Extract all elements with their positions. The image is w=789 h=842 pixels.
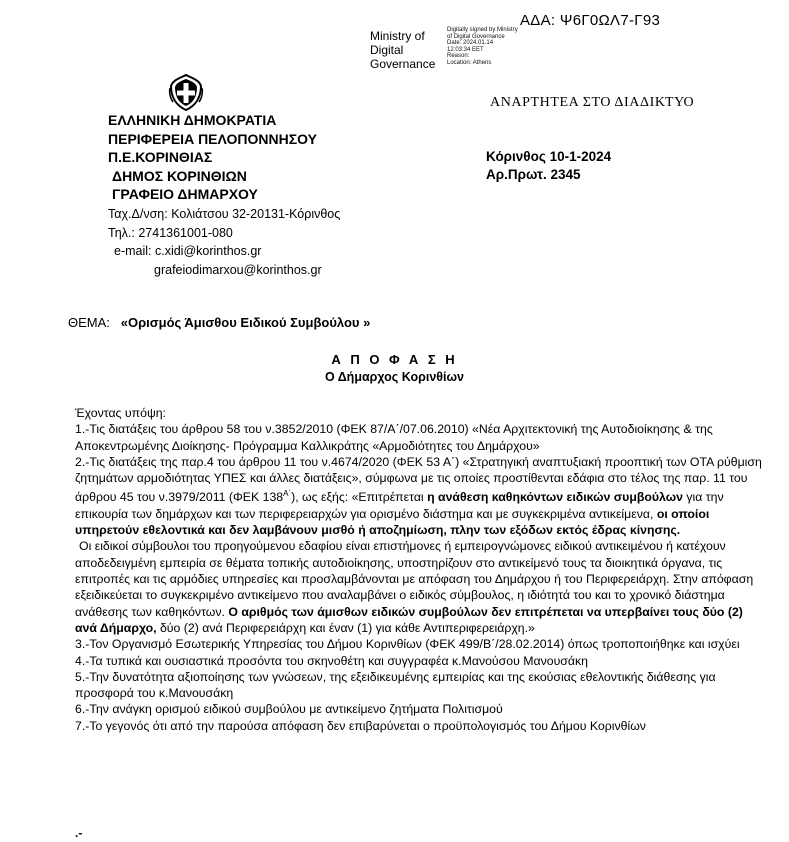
decision-body: [75, 405, 765, 734]
address: Ταχ.Δ/νση: Κολιάτσου 32-20131-Κόρινθος: [108, 207, 341, 221]
authority-line: Π.Ε.ΚΟΡΙΝΘΙΑΣ: [108, 149, 213, 165]
body-item-1: 1.-Τις διατάξεις του άρθρου 58 του ν.3852/2010 (ΦΕΚ 87/Α΄/07.06.2010) «Νέα Αρχιτεκτονική της Αυτοδιοίκησης & της Αποκεντρωμένης Διοίκησης- Πρόγραμμα Καλλικράτης «Αρμοδιότητες του Δημάρχου»: [75, 422, 713, 453]
signature-name: Ministry of Digital Governance: [370, 29, 436, 71]
email-primary: e-mail: c.xidi@korinthos.gr: [114, 244, 262, 258]
authority-line: ΕΛΛΗΝΙΚΗ ΔΗΜΟΚΡΑΤΙΑ: [108, 112, 277, 128]
greek-emblem-icon: [167, 72, 205, 112]
subject-text: «Ορισμός Άμισθου Ειδικού Συμβούλου »: [120, 315, 371, 330]
ada-code: ΑΔΑ: Ψ6Γ0ΩΛ7-Γ93: [520, 12, 661, 29]
phone: Τηλ.: 2741361001-080: [108, 225, 233, 240]
authority-line: ΔΗΜΟΣ ΚΟΡΙΝΘΙΩΝ: [112, 167, 247, 184]
trailing-marker: .-: [75, 826, 83, 840]
signature-details: Digitally signed by Ministry of Digital Governance Date: 2024.01.14 12:03:34 EET Reason: Location: Athens: [447, 27, 518, 66]
email-secondary: grafeiodimarxou@korinthos.gr: [154, 262, 322, 277]
body-item-2-paragraph-2: Οι ειδικοί σύμβουλοι του προηγούμενου εδαφίου είναι επιστήμονες ή εμπειρογνώμονες ειδικού αντικειμένου ή κατέχουν αποδεδειγμένη εμπειρία σε θέματα τοπικής αυτοδιοίκησης, υποστηρίζουν στο αντικείμενό τους τα διοικητικά όργανα, τις επιτροπές και τις αρμόδιες υπηρεσίες και προσλαμβάνονται με απόφαση του Δημάρχου ή του Περιφερειάρχη. Στην απόφαση εξειδικεύεται το συγκεκριμένο αντικείμενο που αναλαμβάνει ο ειδικός σύμβουλος, η ιδιότητά του και το χρονικό διάστημα ανάθεσης των καθηκόντων. Ο αριθμός των άμισθων ειδικών συμβούλων δεν επιτρέπεται να υπερβαίνει τους δύο (2) ανά Δήμαρχο, δύο (2) ανά Περιφερειάρχη και έναν (1) για κάθε Αντιπεριφερειάρχη.»: [75, 539, 754, 635]
protocol-number: Αρ.Πρωτ. 2345: [486, 167, 581, 182]
decision-title: Α Π Ο Φ Α Σ Η: [331, 352, 458, 367]
body-item-4: 4.-Τα τυπικά και ουσιαστικά προσόντα του σκηνοθέτη και συγγραφέα κ.Μανούσου Μανουσάκη: [75, 653, 588, 668]
authority-line: ΓΡΑΦΕΙΟ ΔΗΜΑΡΧΟΥ: [112, 186, 258, 202]
subject-line: [68, 315, 370, 330]
publish-notice: ΑΝΑΡΤΗΤΕΑ ΣΤΟ ΔΙΑΔΙΚΤΥΟ: [490, 95, 695, 110]
body-item-2: 2.-Τις διατάξεις της παρ.4 του άρθρου 11 του ν.4674/2020 (ΦΕΚ 53 Α΄) «Στρατηγική αναπτυξιακή προοπτική των ΟΤΑ ρύθμιση ζητημάτων αρμοδιότητας ΥΠΕΣ και άλλες διατάξεις», σύμφωνα με τις οποίες προστίθενται εδάφια στο τέλος της παρ. 11 του άρθρου 45 του ν.3979/2011 (ΦΕΚ $138^{A΄}$), ως εξής: «Επιτρέπεται η ανάθεση καθηκόντων ειδικών συμβούλων για την επικουρία των δημάρχων και των περιφερειαρχών για ορισμένο διάστημα και με συγκεκριμένα αντικείμενα, οι οποίοι υπηρετούν εθελοντικά και δεν λαμβάνουν μισθό ή αποζημίωση, πλην των εξόδων εκτός έδρας κίνησης.: [75, 454, 762, 538]
subject-label: ΘΕΜΑ:: [68, 315, 110, 330]
authority-line: ΠΕΡΙΦΕΡΕΙΑ ΠΕΛΟΠΟΝΝΗΣΟΥ: [108, 130, 317, 147]
authority-block: [108, 111, 317, 204]
contact-block: [108, 205, 340, 279]
body-item-5: 5.-Την δυνατότητα αξιοποίησης των γνώσεων, της εξειδικευμένης εμπειρίας και της εκούσιας εθελοντικής διάθεσης για προσφορά του κ.Μανουσάκη: [75, 669, 716, 701]
body-item-3: 3.-Τον Οργανισμό Εσωτερικής Υπηρεσίας του Δήμου Κορινθίων (ΦΕΚ 499/Β΄/28.02.2014) όπως τροποποιήθηκε και ισχύει: [75, 637, 740, 652]
body-intro: Έχοντας υπόψη:: [75, 406, 166, 420]
decision-subtitle: Ο Δήμαρχος Κορινθίων: [324, 370, 465, 384]
document-date: Κόρινθος 10-1-2024: [486, 149, 612, 164]
body-item-7: 7.-Το γεγονός ότι από την παρούσα απόφαση δεν επιβαρύνεται ο προϋπολογισμός του Δήμου Κορινθίων: [75, 718, 646, 733]
date-block: [486, 148, 611, 184]
body-item-6: 6.-Την ανάγκη ορισμού ειδικού συμβούλου με αντικείμενο ζητήματα Πολιτισμού: [75, 702, 503, 717]
